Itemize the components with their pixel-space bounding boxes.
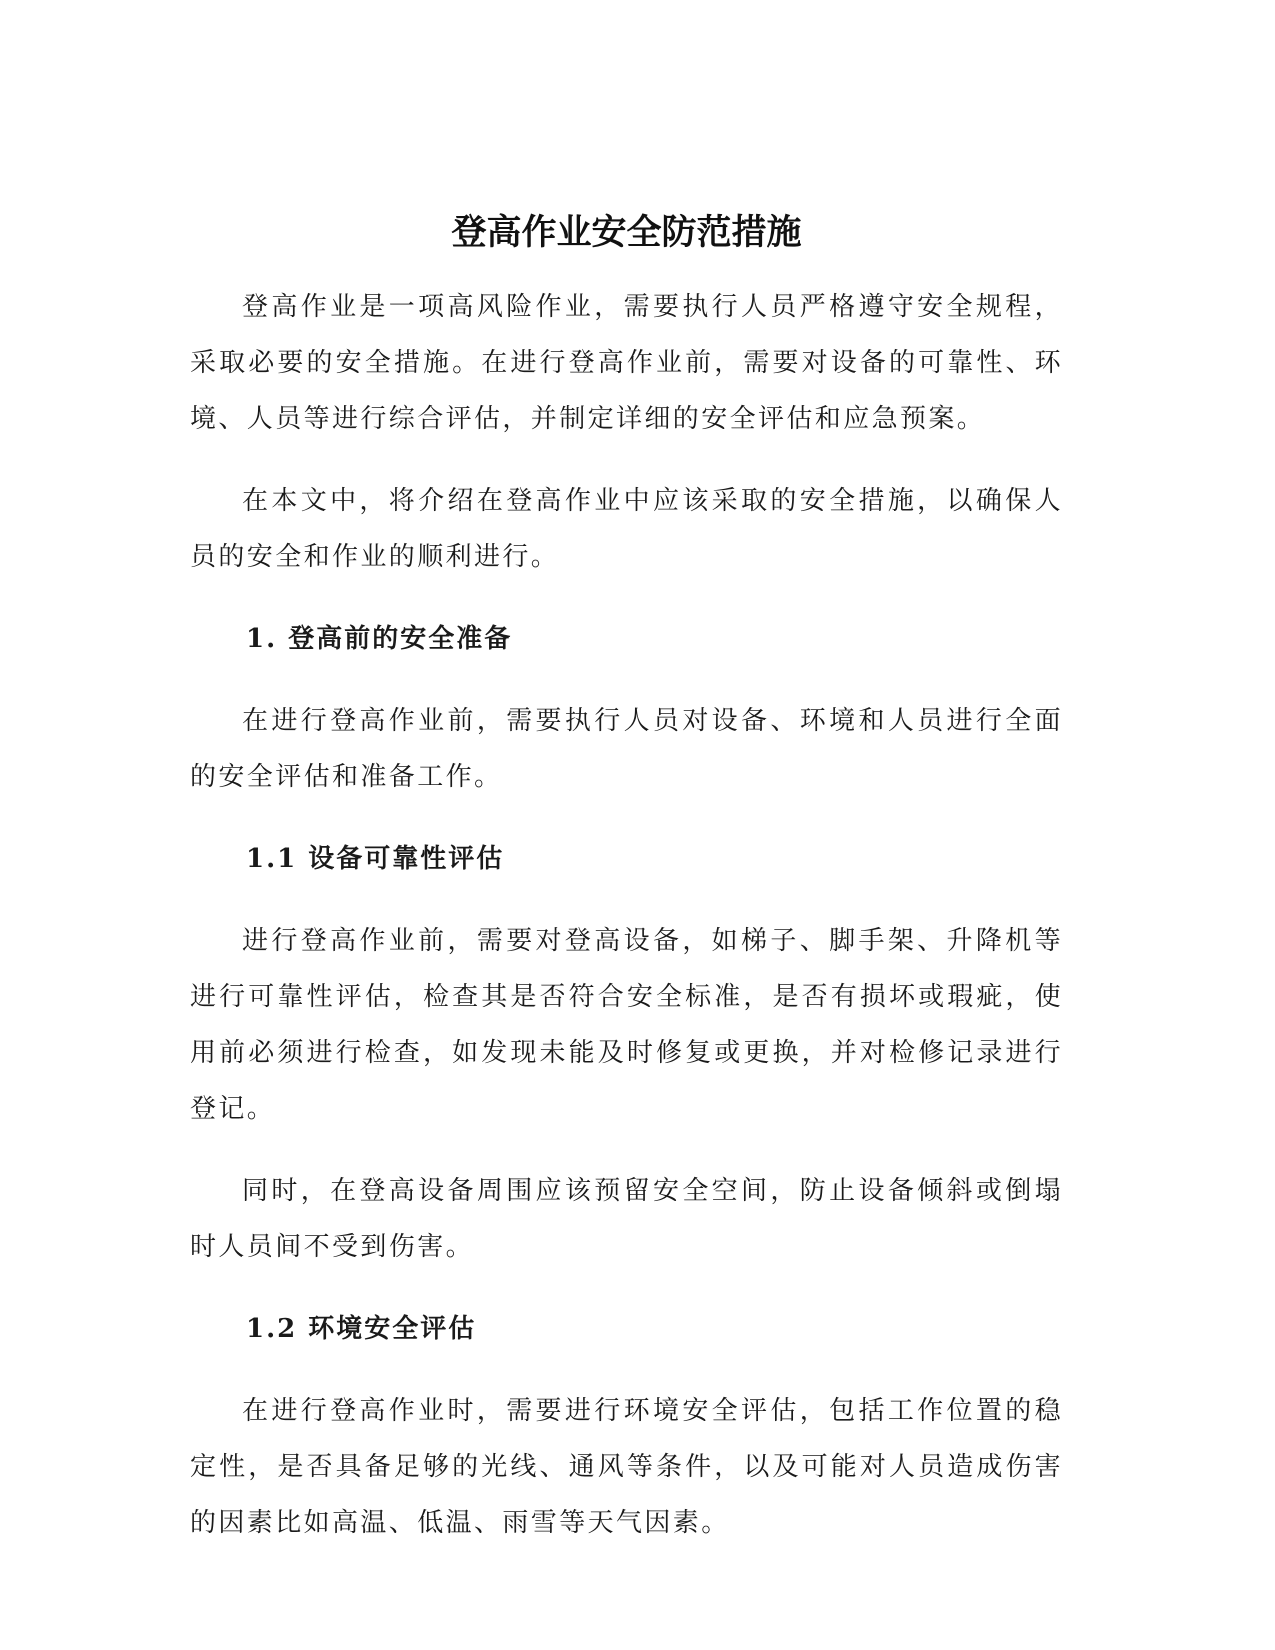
section-1-1-heading: 1.1 设备可靠性评估 [246,844,505,874]
document-title: 登高作业安全防范措施 [451,213,802,253]
section-1-1-paragraph-2: 同时，在登高设备周围应该预留安全空间，防止设备倾斜或倒塌时人员间不受到伤害。 [190,1176,1063,1262]
section-1-1-paragraph-1: 进行登高作业前，需要对登高设备，如梯子、脚手架、升降机等进行可靠性评估，检查其是否符合安全标准，是否有损坏或瑕疵，使用前必须进行检查，如发现未能及时修复或更换，并对检修记录进行登记。 [190,926,1063,1124]
intro-paragraph-1: 登高作业是一项高风险作业，需要执行人员严格遵守安全规程，采取必要的安全措施。在进行登高作业前，需要对设备的可靠性、环境、人员等进行综合评估，并制定详细的安全评估和应急预案。 [190,292,1063,434]
section-1-paragraph: 在进行登高作业前，需要执行人员对设备、环境和人员进行全面的安全评估和准备工作。 [190,706,1063,792]
document-body [190,205,1063,1577]
section-1-2-paragraph: 在进行登高作业时，需要进行环境安全评估，包括工作位置的稳定性，是否具备足够的光线、通风等条件，以及可能对人员造成伤害的因素比如高温、低温、雨雪等天气因素。 [190,1396,1063,1538]
intro-paragraph-2: 在本文中，将介绍在登高作业中应该采取的安全措施，以确保人员的安全和作业的顺利进行。 [190,486,1063,572]
section-1-heading: 1. 登高前的安全准备 [246,624,513,654]
section-1-2-heading: 1.2 环境安全评估 [246,1314,477,1344]
